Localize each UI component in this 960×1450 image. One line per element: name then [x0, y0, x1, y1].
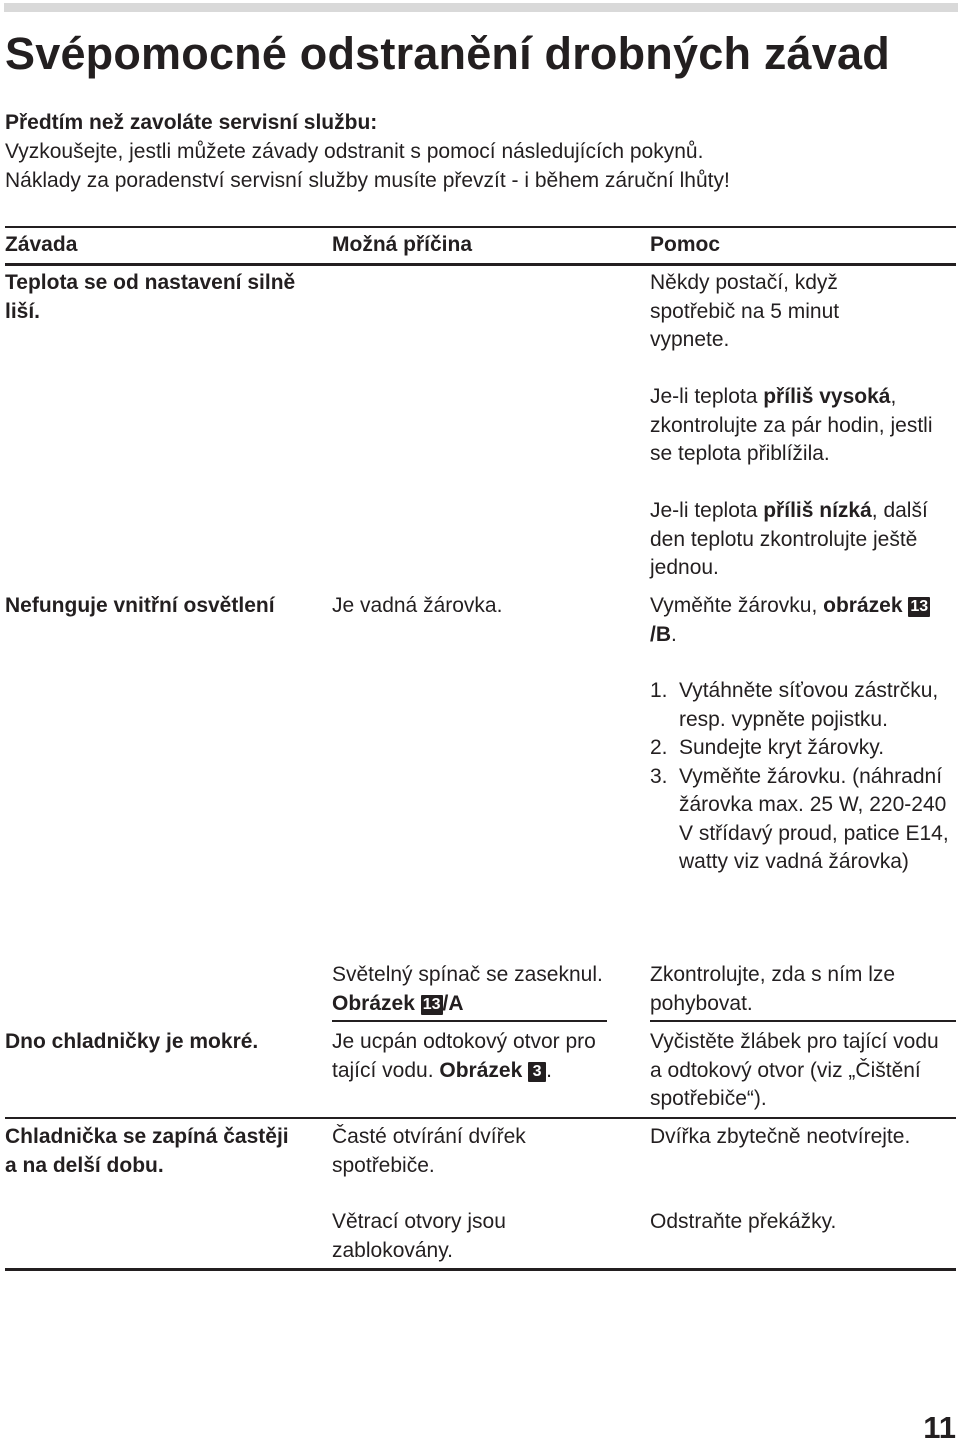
row2-cause-2: Světelný spínač se zaseknul. Obrázek 13/A	[332, 963, 603, 1015]
row1-remedy-1: Někdy postačí, když spotřebič na 5 minut vypnete.	[650, 271, 840, 351]
top-grey-bar	[4, 3, 958, 12]
row4-remedy-2: Odstraňte překážky.	[650, 1210, 837, 1233]
row3-fault: Dno chladničky je mokré.	[5, 1030, 259, 1053]
row4-cause-1: Časté otvírání dvířek spotřebiče.	[332, 1125, 526, 1177]
row1-remedy-2: Je-li teplota příliš vysoká, zkontrolujte za pár hodin, jestli se teplota přiblížila.	[650, 385, 933, 465]
step-item: 2. Sundejte kryt žárovky.	[650, 736, 885, 759]
row4-fault: Chladnička se zapíná častěji a na delší dobu.	[5, 1125, 289, 1177]
table-bottom-rule	[5, 1268, 956, 1271]
step-item: 3. Vyměňte žárovku. (náhradní žárovka max. 25 W, 220-240 V střídavý proud, patice E14, watty viz vadná žárovka)	[650, 764, 949, 873]
figure-3-badge: 3	[528, 1062, 546, 1082]
row3-cause: Je ucpán odtokový otvor pro tající vodu. Obrázek 3 .	[332, 1030, 596, 1082]
row2-remedy-1: Vyměňte žárovku, obrázek 13/B.	[650, 594, 929, 646]
cause-column-rule	[332, 1020, 607, 1022]
intro-line-1: Vyzkoušejte, jestli můžete závady odstranit s pomocí následujících pokynů.	[5, 140, 704, 163]
header-fault: Závada	[5, 233, 78, 256]
intro-block	[5, 108, 730, 195]
row4-remedy-1: Dvířka zbytečně neotvírejte.	[650, 1125, 911, 1148]
intro-lead: Předtím než zavoláte servisní službu:	[5, 111, 378, 134]
row1-remedy-3: Je-li teplota příliš nízká, další den teplotu zkontrolujte ještě jednou.	[650, 499, 928, 579]
page-title: Svépomocné odstranění drobných závad	[5, 28, 890, 79]
row3-rule	[5, 1117, 956, 1119]
bulb-steps-list	[650, 677, 955, 877]
row3-remedy: Vyčistěte žlábek pro tající vodu a odtokový otvor (viz „Čištění spotřebiče“).	[650, 1030, 939, 1110]
row2-cause-1: Je vadná žárovka.	[332, 594, 503, 617]
figure-13-badge: 13	[910, 598, 929, 615]
row4-cause-2: Větrací otvory jsou zablokovány.	[332, 1210, 506, 1262]
header-cause: Možná příčina	[332, 233, 473, 256]
row1-fault: Teplota se od nastavení silně liší.	[5, 271, 296, 323]
remedy-column-rule	[650, 1020, 956, 1022]
table-top-rule	[5, 226, 956, 228]
header-remedy: Pomoc	[650, 233, 721, 256]
header-rule	[5, 263, 956, 266]
figure-13-badge: 13	[422, 995, 441, 1013]
row2-fault: Nefunguje vnitřní osvětlení	[5, 594, 275, 617]
page-number: 11	[923, 1410, 956, 1445]
intro-line-2: Náklady za poradenství servisní služby musíte převzít - i během záruční lhůty!	[5, 169, 730, 192]
row2-remedy-2: Zkontrolujte, zda s ním lze pohybovat.	[650, 963, 896, 1015]
step-item: 1. Vytáhněte síťovou zástrčku, resp. vypněte pojistku.	[650, 679, 939, 731]
